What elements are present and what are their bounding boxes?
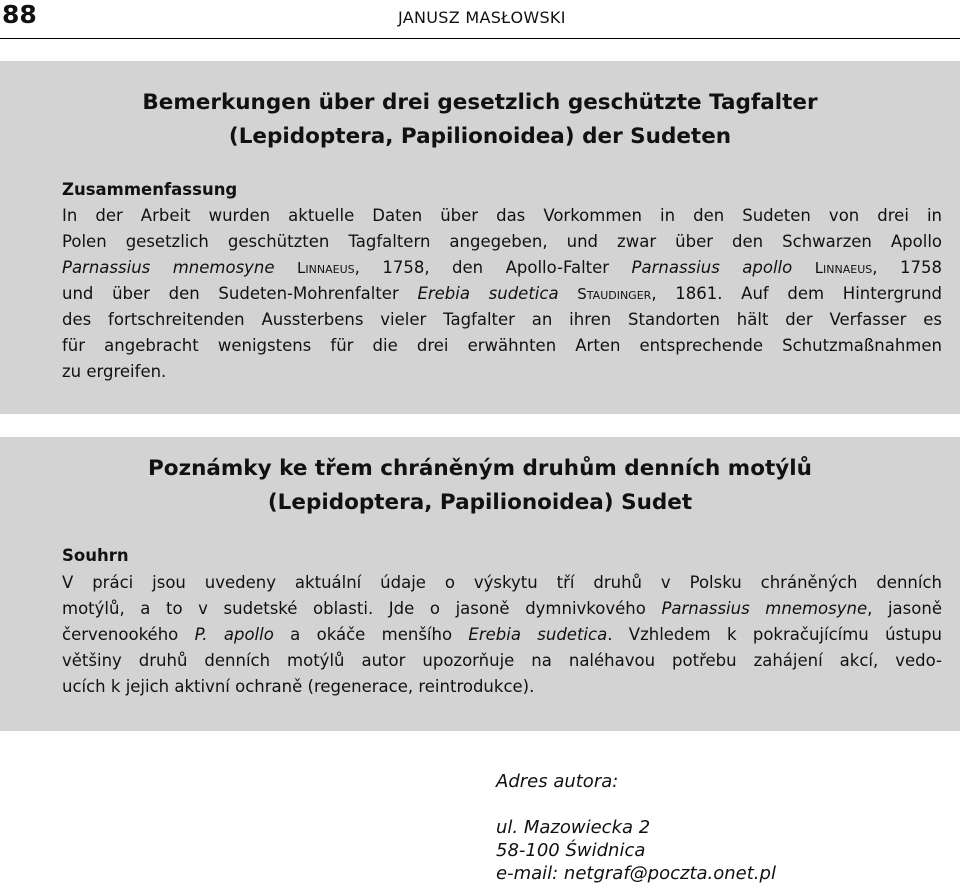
author-name: Linnaeus bbox=[814, 259, 873, 277]
text-fragment: . Vzhledem k pokračujícímu ústupu bbox=[607, 625, 943, 644]
czech-title-line-2: (Lepidoptera, Papilionoidea) Sudet bbox=[267, 490, 693, 515]
author-name: Linnaeus bbox=[297, 259, 355, 277]
text-fragment: a okáče menšího bbox=[290, 625, 453, 644]
address-label: Adres autora: bbox=[496, 771, 619, 792]
german-line: zu ergreifen. bbox=[62, 362, 167, 381]
german-line: für angebracht wenigstens für die drei erwähnten Arten entsprechende Schutzmaßnahmen bbox=[62, 336, 942, 355]
german-section-heading: Zusammenfassung bbox=[62, 180, 238, 199]
text-fragment: und über den Sudeten-Mohrenfalter bbox=[62, 284, 399, 303]
czech-abstract-text bbox=[62, 570, 942, 700]
german-title bbox=[0, 86, 960, 154]
text-fragment: , 1861. Auf dem Hintergrund bbox=[651, 284, 943, 303]
german-abstract-text bbox=[62, 203, 942, 385]
german-line: Polen gesetzlich geschützten Tagfaltern angegeben, und zwar über den Schwarzen Apollo bbox=[62, 232, 942, 251]
text-fragment: , 1758 bbox=[872, 258, 942, 277]
species-name: P. apollo bbox=[194, 625, 274, 644]
text-fragment: , 1758, den Apollo-Falter bbox=[354, 258, 610, 277]
text-fragment: , jasoně bbox=[867, 599, 942, 618]
address-city: 58-100 Świdnica bbox=[496, 840, 646, 861]
text-fragment: červenookého bbox=[62, 625, 179, 644]
german-line: des fortschreitenden Aussterbens vieler Tagfalter an ihren Standorten hält der Verfasser es bbox=[62, 310, 942, 329]
species-name: Parnassius apollo bbox=[631, 258, 793, 277]
address-block bbox=[496, 816, 776, 885]
species-name: Parnassius mnemosyne bbox=[62, 258, 275, 277]
author-name: Staudinger bbox=[577, 285, 652, 303]
header-divider bbox=[0, 38, 960, 39]
czech-line bbox=[62, 622, 942, 648]
german-line bbox=[62, 281, 942, 307]
species-name: Parnassius mnemosyne bbox=[661, 599, 868, 618]
czech-line: ucích k jejich aktivní ochraně (regenerace, reintrodukce). bbox=[62, 677, 535, 696]
czech-line: většiny druhů denních motýlů autor upozorňuje na naléhavou potřebu zahájení akcí, vedo- bbox=[62, 651, 942, 670]
czech-line: V práci jsou uvedeny aktuální údaje o výskytu tří druhů v Polsku chráněných denních bbox=[62, 573, 942, 592]
species-name: Erebia sudetica bbox=[468, 625, 608, 644]
czech-title bbox=[0, 452, 960, 520]
text-fragment: motýlů, a to v sudetské oblasti. Jde o jasoně dymnivkového bbox=[62, 599, 646, 618]
czech-section-heading: Souhrn bbox=[62, 546, 129, 565]
german-title-line-2: (Lepidoptera, Papilionoidea) der Sudeten bbox=[228, 124, 732, 149]
czech-line bbox=[62, 596, 942, 622]
german-line bbox=[62, 255, 942, 281]
german-line: In der Arbeit wurden aktuelle Daten über das Vorkommen in den Sudeten von drei in bbox=[62, 206, 942, 225]
address-street: ul. Mazowiecka 2 bbox=[496, 817, 651, 838]
czech-title-line-1: Poznámky ke třem chráněným druhům denních motýlů bbox=[148, 456, 812, 481]
species-name: Erebia sudetica bbox=[417, 284, 559, 303]
page-number: 88 bbox=[2, 0, 37, 29]
address-email: e-mail: netgraf@poczta.onet.pl bbox=[496, 863, 776, 884]
running-head-author: JANUSZ MASŁOWSKI bbox=[398, 8, 566, 27]
german-title-line-1: Bemerkungen über drei gesetzlich geschützte Tagfalter bbox=[142, 90, 818, 115]
